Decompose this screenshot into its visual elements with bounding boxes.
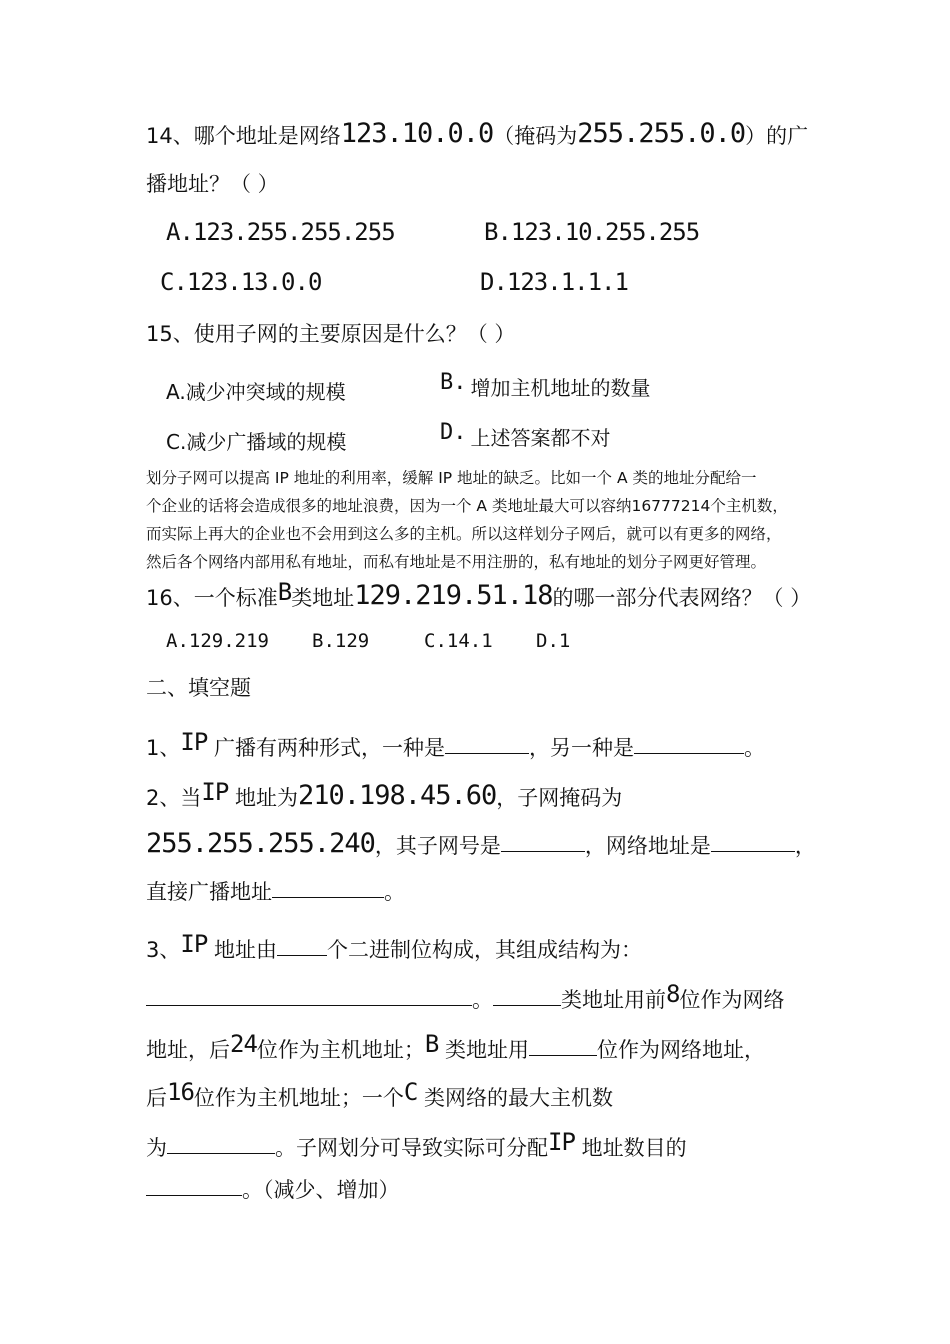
q15-option-d-letter: D. bbox=[440, 420, 467, 445]
fill1-t1: 广播有两种形式，一种是 bbox=[213, 736, 445, 760]
q14-option-b: B.123.10.255.255 bbox=[484, 218, 700, 246]
fill3-t3: 。 bbox=[472, 988, 493, 1012]
fill3-line4 bbox=[146, 1080, 613, 1109]
q15-explanation bbox=[146, 464, 806, 576]
section2-title: 二、填空题 bbox=[146, 676, 251, 700]
fill3-t14: 。子网划分可导致实际可分配 bbox=[275, 1136, 548, 1160]
fill3-t13: 为 bbox=[146, 1136, 167, 1160]
q16-text bbox=[146, 580, 811, 609]
q15-option-a: A.减少冲突域的规模 bbox=[166, 380, 346, 404]
fill3-line6 bbox=[146, 1180, 400, 1201]
fill2-ip: IP bbox=[201, 778, 229, 806]
q14-option-a: A.123.255.255.255 bbox=[166, 218, 395, 246]
fill3-t10: 后 bbox=[146, 1086, 167, 1110]
fill2-t2: ，子网掩码为 bbox=[496, 786, 623, 810]
q15-option-d-text: 上述答案都不对 bbox=[470, 426, 611, 450]
fill3-t2: 个二进制位构成，其组成结构为： bbox=[326, 938, 642, 962]
fill2-mask: 255.255.255.240 bbox=[146, 828, 375, 859]
blank-field[interactable] bbox=[272, 896, 384, 898]
blank-field[interactable] bbox=[445, 752, 529, 754]
fill2-t4: ，网络地址是 bbox=[584, 834, 711, 858]
fill3-t9: 位作为网络地址， bbox=[597, 1038, 766, 1062]
fill3-t8: 类地址用 bbox=[445, 1038, 530, 1062]
q14-paren-open: （掩码为 bbox=[493, 124, 578, 148]
q14-option-c: C.123.13.0.0 bbox=[160, 268, 322, 296]
fill1-ip: IP bbox=[180, 728, 208, 756]
fill3-ip2: IP bbox=[548, 1128, 575, 1156]
q16-suffix: 的哪一部分代表网络？（ ） bbox=[552, 586, 812, 610]
explanation-line: 然后各个网络内部用私有地址，而私有地址是不用注册的，私有地址的划分子网更好管理。 bbox=[146, 553, 767, 571]
fill3-t7: 位作为主机地址； bbox=[256, 1038, 425, 1062]
fill3-class-c: C bbox=[403, 1078, 418, 1106]
fill3-t1: 地址由 bbox=[213, 938, 277, 962]
q14-paren-close: ）的广 bbox=[745, 124, 809, 148]
fill2-pre: 2、当 bbox=[146, 786, 202, 810]
fill2-line2 bbox=[146, 830, 816, 857]
q16-prefix: 16、一个标准 bbox=[146, 586, 278, 610]
fill2-t5: ， bbox=[794, 834, 816, 858]
fill1-t3: 。 bbox=[743, 736, 765, 760]
blank-field[interactable] bbox=[146, 1004, 472, 1006]
fill3-t12: 类网络的最大主机数 bbox=[424, 1086, 614, 1110]
fill1-t2: ，另一种是 bbox=[528, 736, 634, 760]
fill3-n16: 16 bbox=[167, 1078, 194, 1106]
explanation-line: 个企业的话将会造成很多的地址浪费，因为一个 A 类地址最大可以容纳16777214个主机数， bbox=[146, 497, 788, 515]
q16-option-c: C.14.1 bbox=[424, 630, 493, 652]
blank-field[interactable] bbox=[167, 1152, 275, 1154]
explanation-line: 而实际上再大的企业也不会用到这么多的主机。所以这样划分子网后，就可以有更多的网络， bbox=[146, 525, 782, 543]
fill2-t6: 直接广播地址 bbox=[146, 880, 272, 904]
fill3-line1 bbox=[146, 932, 642, 961]
fill3-line5 bbox=[146, 1130, 687, 1159]
fill3-t11: 位作为主机地址；一个 bbox=[193, 1086, 404, 1110]
fill3-t5: 位作为网络 bbox=[679, 988, 785, 1012]
fill1 bbox=[146, 730, 765, 759]
q15-option-b bbox=[440, 370, 651, 401]
q14-line1 bbox=[146, 120, 808, 147]
q16-option-a: A.129.219 bbox=[166, 630, 269, 652]
blank-field[interactable] bbox=[501, 850, 585, 852]
q14-network: 123.10.0.0 bbox=[340, 118, 494, 149]
q16-option-d: D.1 bbox=[536, 630, 571, 652]
fill3-pre: 3、 bbox=[146, 938, 181, 962]
explanation-line: 划分子网可以提高 IP 地址的利用率，缓解 IP 地址的缺乏。比如一个 A 类的地址分配给一 bbox=[146, 469, 757, 487]
fill3-t16: 。（减少、增加） bbox=[242, 1178, 400, 1202]
blank-field[interactable] bbox=[711, 850, 795, 852]
blank-field[interactable] bbox=[277, 954, 327, 956]
q15-option-d bbox=[440, 420, 611, 451]
fill1-pre: 1、 bbox=[146, 736, 181, 760]
q16-option-b: B.129 bbox=[312, 630, 370, 652]
q14-option-d: D.123.1.1.1 bbox=[480, 268, 628, 296]
fill3-class-b: B bbox=[424, 1030, 439, 1058]
fill3-t4: 类地址用前 bbox=[561, 988, 666, 1012]
q15-option-c: C.减少广播域的规模 bbox=[166, 430, 347, 454]
fill3-t6: 地址，后 bbox=[146, 1038, 230, 1062]
q16-class-b: B bbox=[277, 578, 292, 606]
q14-mask: 255.255.0.0 bbox=[577, 118, 746, 149]
fill3-ip: IP bbox=[180, 930, 208, 958]
q16-address: 129.219.51.18 bbox=[354, 580, 553, 611]
q14-line2: 播地址？（ ） bbox=[146, 172, 279, 196]
blank-field[interactable] bbox=[146, 1194, 242, 1196]
fill2-t1: 地址为 bbox=[234, 786, 298, 810]
q15-option-b-letter: B. bbox=[440, 370, 467, 395]
fill3-line3 bbox=[146, 1032, 765, 1061]
fill3-n8: 8 bbox=[666, 980, 680, 1008]
q14-prefix: 14、哪个地址是网络 bbox=[146, 124, 341, 148]
blank-field[interactable] bbox=[529, 1054, 597, 1056]
fill3-line2 bbox=[146, 982, 784, 1011]
fill2-t7: 。 bbox=[384, 880, 405, 904]
fill3-n24: 24 bbox=[230, 1030, 257, 1058]
fill2-address: 210.198.45.60 bbox=[297, 780, 497, 811]
q15-text: 15、使用子网的主要原因是什么？（ ） bbox=[146, 322, 516, 346]
fill2-line1 bbox=[146, 780, 622, 809]
fill2-t3: ，其子网号是 bbox=[374, 834, 501, 858]
blank-field[interactable] bbox=[493, 1004, 561, 1006]
q16-mid: 类地址 bbox=[291, 586, 355, 610]
q15-option-b-text: 增加主机地址的数量 bbox=[470, 376, 651, 400]
fill3-t15: 地址数目的 bbox=[581, 1136, 687, 1160]
fill2-line3 bbox=[146, 882, 405, 903]
blank-field[interactable] bbox=[634, 752, 744, 754]
